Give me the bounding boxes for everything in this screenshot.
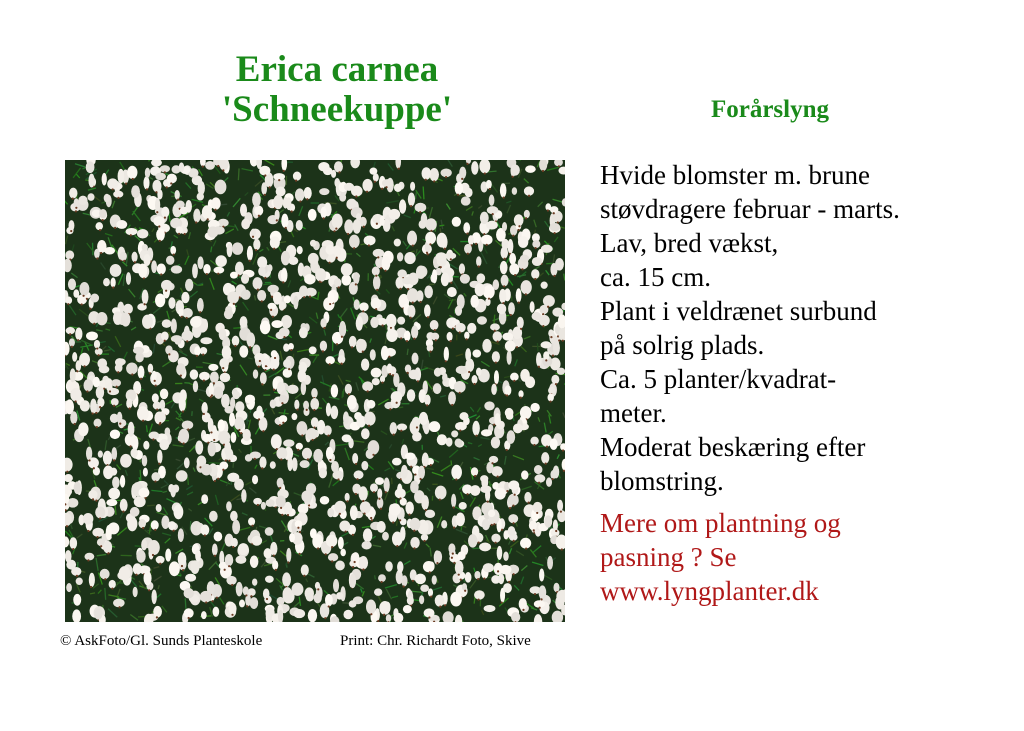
description-line: Hvide blomster m. brune	[600, 160, 870, 190]
description-line: på solrig plads.	[600, 330, 765, 360]
website-link[interactable]: www.lyngplanter.dk	[600, 576, 819, 606]
description-line: meter.	[600, 398, 667, 428]
plant-cultivar-name: 'Schneekuppe'	[221, 89, 453, 130]
description-line: Plant i veldrænet surbund	[600, 296, 877, 326]
plant-photo	[65, 160, 565, 622]
plant-title	[130, 50, 544, 130]
more-info-line: pasning ? Se	[600, 542, 737, 572]
description-line: Ca. 5 planter/kvadrat-	[600, 364, 837, 394]
more-info-block	[600, 506, 1000, 608]
plant-latin-name: Erica carnea	[235, 49, 439, 90]
more-info-line: Mere om plantning og	[600, 508, 841, 538]
common-name: Forårslyng	[710, 96, 830, 123]
description-line: blomstring.	[600, 466, 724, 496]
description-line: Moderat beskæring efter	[600, 432, 866, 462]
description-line: Lav, bred vækst,	[600, 228, 779, 258]
heather-flowers-image	[65, 160, 565, 622]
print-credit: Print: Chr. Richardt Foto, Skive	[340, 633, 531, 649]
description-line: støvdragere februar - marts.	[600, 194, 900, 224]
description-line: ca. 15 cm.	[600, 262, 711, 292]
description-block	[600, 158, 1000, 498]
photo-credit: © AskFoto/Gl. Sunds Planteskole	[60, 633, 263, 649]
